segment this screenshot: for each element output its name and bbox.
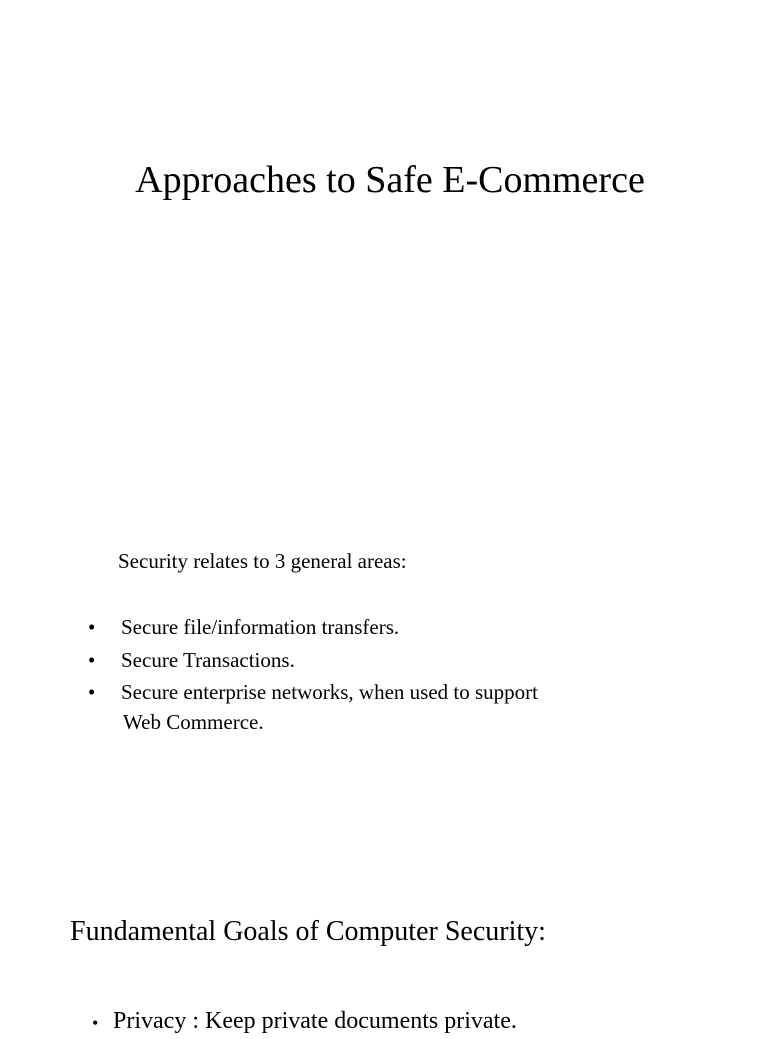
list-item-continuation: Web Commerce. xyxy=(123,710,264,734)
security-areas-list xyxy=(88,611,538,709)
bullet-icon: • xyxy=(88,680,96,704)
intro-text: Security relates to 3 general areas: xyxy=(118,549,407,573)
list-item-text: Secure enterprise networks, when used to support xyxy=(121,680,538,704)
list-item xyxy=(88,611,538,644)
bullet-icon: • xyxy=(92,1013,99,1033)
list-item xyxy=(88,676,538,709)
list-item-text: Secure Transactions. xyxy=(121,647,295,672)
goals-list xyxy=(92,1005,517,1037)
list-item xyxy=(92,1005,517,1037)
bullet-icon: • xyxy=(88,647,96,672)
page-title: Approaches to Safe E-Commerce xyxy=(135,159,645,201)
bullet-icon: • xyxy=(88,615,96,639)
list-item xyxy=(88,644,538,677)
section-heading: Fundamental Goals of Computer Security: xyxy=(70,916,546,947)
list-item-text: Privacy : Keep private documents private. xyxy=(113,1008,517,1034)
list-item-text: Secure file/information transfers. xyxy=(121,615,400,639)
